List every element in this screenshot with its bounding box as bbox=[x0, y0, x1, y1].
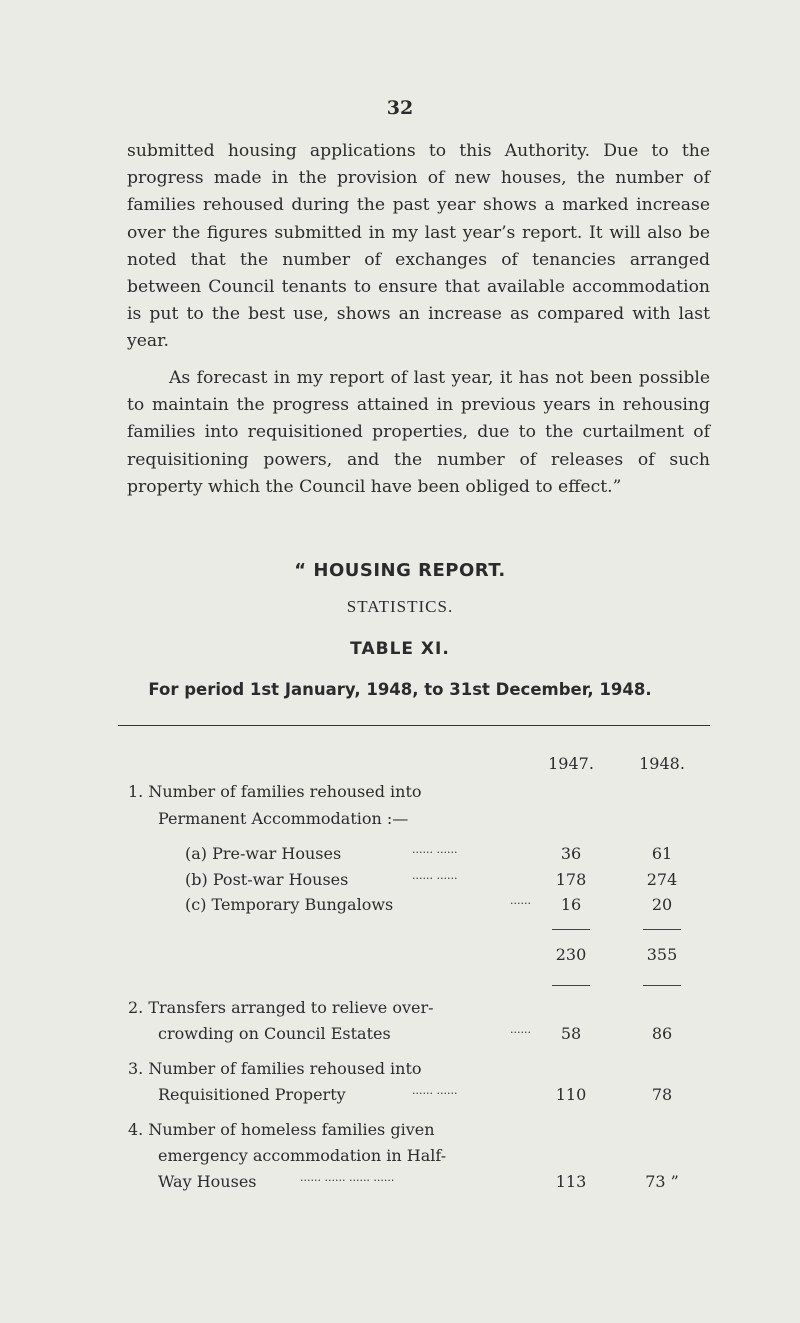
total-rule-bottom-1947 bbox=[552, 985, 590, 986]
sub-a-1948: 61 bbox=[651, 844, 673, 863]
table-top-rule bbox=[118, 725, 710, 726]
total-rule-top-1948 bbox=[643, 929, 681, 930]
total-1948: 355 bbox=[646, 945, 678, 964]
item-4-label-cont-2: Way Houses bbox=[158, 1172, 257, 1191]
item-2-label: 2. Transfers arranged to relieve over- bbox=[128, 998, 434, 1017]
table-title: TABLE XI. bbox=[350, 639, 450, 659]
statistics-heading: STATISTICS. bbox=[346, 597, 454, 616]
item-2-label-cont: crowding on Council Estates bbox=[158, 1024, 391, 1043]
sub-c-dots: ...... bbox=[510, 894, 531, 907]
page-number: 32 bbox=[386, 97, 414, 119]
sub-a-1947: 36 bbox=[560, 844, 582, 863]
item-2-1947: 58 bbox=[560, 1024, 582, 1043]
sub-a-label: (a) Pre-war Houses bbox=[185, 844, 342, 863]
period-heading: For period 1st January, 1948, to 31st December, 1948. bbox=[148, 680, 652, 699]
item-4-label-cont: emergency accommodation in Half- bbox=[158, 1146, 447, 1165]
total-rule-top-1947 bbox=[552, 929, 590, 930]
paragraph-1: submitted housing applications to this Authority. Due to the progress made in the provision of new houses, the number of families rehoused during the past year shows a marked increase over the figures submitted in my last year’s report. It will also be noted that the number of exchanges of tenancies arranged between Council tenants to ensure that available accommodation is put to the best use, shows an increase as compared with last year. bbox=[127, 141, 710, 352]
total-rule-bottom-1948 bbox=[643, 985, 681, 986]
item-4-1948: 73 ” bbox=[645, 1172, 679, 1191]
housing-report-heading: “ HOUSING REPORT. bbox=[294, 560, 506, 581]
item-3-dots: ...... ...... bbox=[412, 1084, 458, 1097]
total-1947: 230 bbox=[555, 945, 587, 964]
sub-b-dots: ...... ...... bbox=[412, 869, 458, 882]
column-header-1947: 1947. bbox=[548, 754, 594, 773]
sub-c-1947: 16 bbox=[560, 895, 582, 914]
sub-b-1947: 178 bbox=[555, 870, 587, 889]
item-2-1948: 86 bbox=[651, 1024, 673, 1043]
item-1-label: 1. Number of families rehoused into bbox=[128, 782, 422, 801]
item-3-label-cont: Requisitioned Property bbox=[158, 1085, 346, 1104]
sub-b-label: (b) Post-war Houses bbox=[185, 870, 349, 889]
item-2-dots: ...... bbox=[510, 1023, 531, 1036]
item-4-label: 4. Number of homeless families given bbox=[128, 1120, 435, 1139]
column-header-1948: 1948. bbox=[639, 754, 685, 773]
item-1-label-cont: Permanent Accommodation :— bbox=[158, 809, 409, 828]
sub-c-label: (c) Temporary Bungalows bbox=[185, 895, 394, 914]
item-4-dots: ...... ...... ...... ...... bbox=[300, 1171, 395, 1184]
item-3-1947: 110 bbox=[555, 1085, 587, 1104]
sub-b-1948: 274 bbox=[646, 870, 678, 889]
paragraph-2: As forecast in my report of last year, it has not been possible to maintain the progress attained in previous years in rehousing families into requisitioned properties, due to the curtailment of requisitioning powers, and the number of releases of such property which the Council have been obliged to effect.” bbox=[127, 368, 710, 497]
item-3-label: 3. Number of families rehoused into bbox=[128, 1059, 422, 1078]
item-4-1947: 113 bbox=[555, 1172, 587, 1191]
sub-a-dots: ...... ...... bbox=[412, 843, 458, 856]
sub-c-1948: 20 bbox=[651, 895, 673, 914]
item-3-1948: 78 bbox=[651, 1085, 673, 1104]
